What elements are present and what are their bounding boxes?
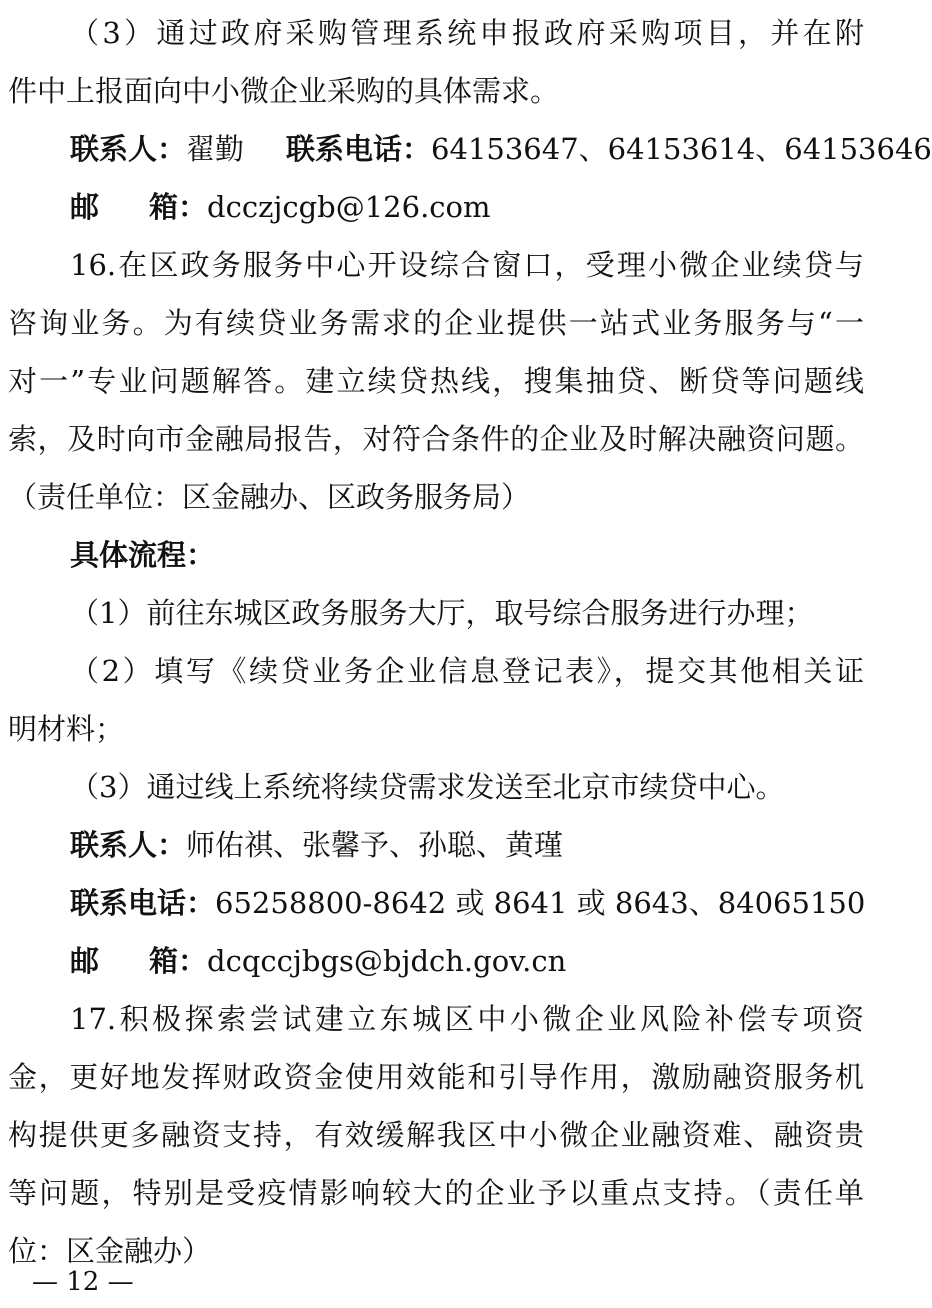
item16-para-line: 索，及时向市金融局报告，对符合条件的企业及时解决融资问题。 bbox=[8, 422, 864, 456]
item15-contact-row bbox=[70, 120, 932, 178]
phone-value: 65258800-8642 或 8641 或 8643、84065150 bbox=[215, 886, 866, 920]
item15-step3-line1: （3）通过政府采购管理系统申报政府采购项目，并在附 bbox=[70, 16, 864, 50]
item17-para-line: 构提供更多融资支持，有效缓解我区中小微企业融资难、融资贵 bbox=[8, 1118, 864, 1152]
item17-para-line: 金，更好地发挥财政资金使用效能和引导作用，激励融资服务机 bbox=[8, 1060, 864, 1094]
item17-para-line: 等问题，特别是受疫情影响较大的企业予以重点支持。（责任单 bbox=[8, 1176, 864, 1210]
email-value: dcqccjbgs@bjdch.gov.cn bbox=[207, 944, 567, 978]
email-label-char2: 箱： bbox=[149, 944, 208, 978]
item15-email-row bbox=[70, 178, 864, 236]
contact-label: 联系人： bbox=[70, 132, 187, 166]
email-label-char1: 邮 bbox=[70, 944, 100, 978]
contact-value: 师佑祺、张馨予、孙聪、黄瑾 bbox=[186, 828, 564, 862]
contact-value: 翟勤 bbox=[186, 132, 245, 166]
item16-para-line: 咨询业务。为有续贷业务需求的企业提供一站式业务服务与“一 bbox=[8, 306, 864, 340]
phone-label: 联系电话： bbox=[70, 886, 216, 920]
item16-contact-row bbox=[70, 816, 864, 874]
page-number: — 12 — bbox=[32, 1267, 134, 1297]
item17-para-line: 位：区金融办） bbox=[8, 1234, 212, 1268]
process-heading: 具体流程： bbox=[70, 538, 216, 572]
item16-para-line: 对一”专业问题解答。建立续贷热线，搜集抽贷、断贷等问题线 bbox=[8, 364, 864, 398]
phone-value: 64153647、64153614、64153646 bbox=[431, 132, 932, 166]
item16-email-row bbox=[70, 932, 864, 990]
email-label-char2: 箱： bbox=[149, 190, 208, 224]
item16-responsibility: （责任单位：区金融办、区政务服务局） bbox=[8, 480, 531, 514]
process-step-2-line1: （2）填写《续贷业务企业信息登记表》，提交其他相关证 bbox=[70, 654, 864, 688]
item16-para-line: 16.在区政务服务中心开设综合窗口，受理小微企业续贷与 bbox=[70, 248, 864, 282]
email-value: dcczjcgb@126.com bbox=[207, 190, 491, 224]
item17-para-line: 17.积极探索尝试建立东城区中小微企业风险补偿专项资 bbox=[70, 1002, 864, 1036]
process-step-3: （3）通过线上系统将续贷需求发送至北京市续贷中心。 bbox=[70, 770, 785, 804]
contact-label: 联系人： bbox=[70, 828, 187, 862]
phone-label: 联系电话： bbox=[286, 132, 432, 166]
item16-phone-row bbox=[70, 874, 864, 932]
process-step-2-line2: 明材料； bbox=[8, 712, 125, 746]
email-label-char1: 邮 bbox=[70, 190, 100, 224]
item15-step3-line2: 件中上报面向中小微企业采购的具体需求。 bbox=[8, 74, 560, 108]
process-step-1: （1）前往东城区政务服务大厅，取号综合服务进行办理； bbox=[70, 596, 814, 630]
